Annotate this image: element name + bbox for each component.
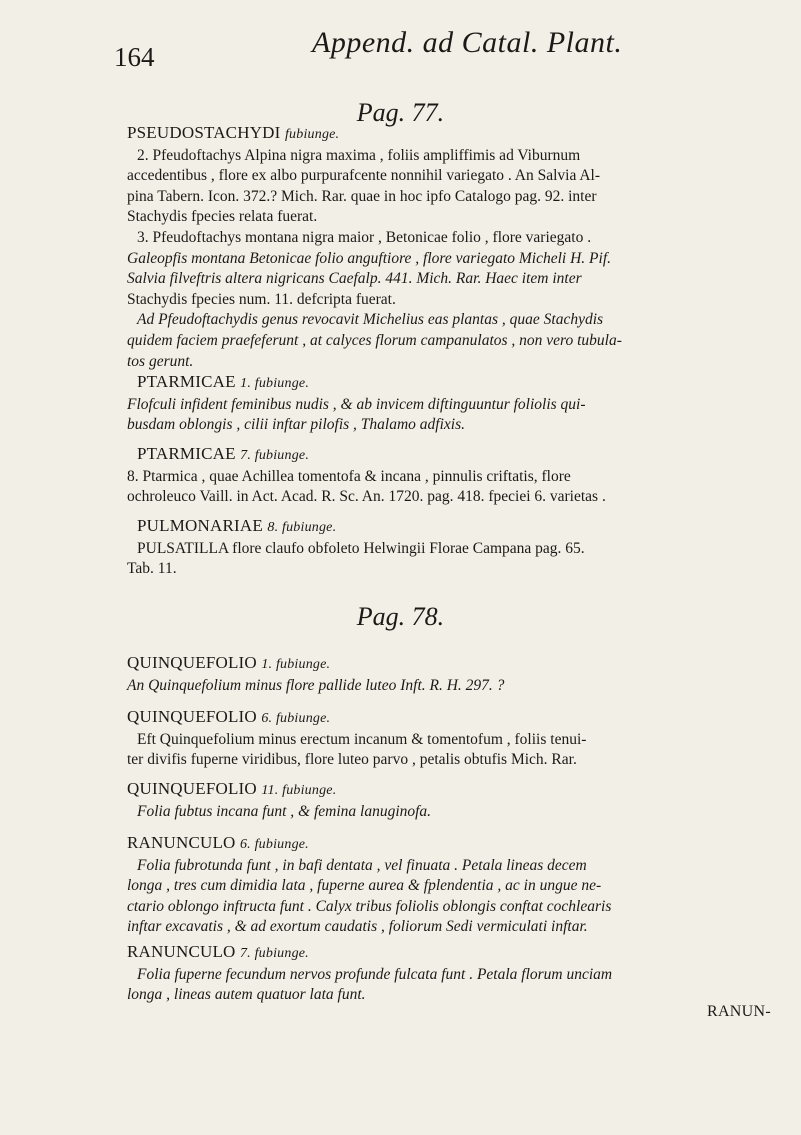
entry-line: longa , lineas autem quatuor lata funt. [127, 986, 366, 1004]
entry-heading-note: 7. fubiunge. [239, 946, 309, 961]
entry-line: Galeopfis montana Betonicae folio anguftiore , flore variegato Micheli H. Pif. [127, 249, 612, 267]
entry-line: pina Tabern. Icon. 372.? Mich. Rar. quae in hoc ipfo Catalogo pag. 92. inter [127, 187, 597, 205]
entry-heading: PULMONARIAE [137, 516, 263, 535]
catchword: RANUN- [706, 1003, 771, 1020]
entry-pseudostachydi [127, 123, 789, 372]
entry-ranunculo-7 [127, 942, 789, 1006]
entry-heading: QUINQUEFOLIO [127, 653, 257, 672]
entry-heading: PSEUDOSTACHYDI [127, 123, 281, 142]
entry-line: 3. Pfeudoftachys montana nigra maior , Betonicae folio , flore variegato . [137, 228, 592, 246]
entry-line: inftar excavatis , & ad exortum caudatis , foliorum Sedi vermiculati inftar. [127, 918, 588, 936]
entry-line: Folia fubtus incana funt , & femina lanuginofa. [137, 802, 432, 820]
entry-heading: QUINQUEFOLIO [127, 707, 257, 726]
entry-line: busdam oblongis , cilii inftar pilofis , Thalamo adfixis. [127, 416, 466, 434]
entry-line: 8. Ptarmica , quae Achillea tomentofa & incana , pinnulis criftatis, flore [127, 467, 571, 485]
entry-line: Stachydis fpecies relata fuerat. [127, 208, 318, 226]
entry-line: Stachydis fpecies num. 11. defcripta fuerat. [127, 290, 396, 308]
entry-pulmonariae [127, 516, 789, 580]
entry-line: Tab. 11. [127, 560, 177, 578]
entry-line: Salvia filveftris altera nigricans Caefalp. 441. Mich. Rar. Haec item inter [127, 270, 582, 288]
entry-line: Folia fuperne fecundum nervos profunde fulcata funt . Petala florum unciam [137, 965, 613, 983]
entry-line: tos gerunt. [127, 352, 194, 370]
entry-line: PULSATILLA flore claufo obfoleto Helwingii Florae Campana pag. 65. [137, 539, 585, 557]
page-header [0, 12, 801, 72]
entry-line: Ad Pfeudoftachydis genus revocavit Michelius eas plantas , quae Stachydis [137, 311, 604, 329]
entry-heading-note: 1. fubiunge. [261, 657, 331, 672]
entry-heading-note: 1. fubiunge. [240, 376, 310, 391]
section-heading-pag-78: Pag. 78. [356, 602, 445, 631]
entry-heading-note: 6. fubiunge. [261, 711, 331, 726]
entry-line: Folia fubrotunda funt , in bafi dentata , vel finuata . Petala lineas decem [137, 856, 587, 874]
entry-line: 2. Pfeudoftachys Alpina nigra maxima , foliis ampliffimis ad Viburnum [137, 146, 581, 164]
entry-heading: PTARMICAE [137, 372, 236, 391]
entry-ptarmicae-7 [127, 444, 789, 508]
entry-heading-note: 11. fubiunge. [261, 783, 337, 798]
entry-line: An Quinquefolium minus flore pallide luteo Inft. R. H. 297. ? [127, 676, 505, 694]
section-heading-pag-77: Pag. 77. [356, 98, 445, 127]
entry-heading-note: 8. fubiunge. [267, 520, 337, 535]
entry-ptarmicae-1 [127, 372, 789, 436]
entry-quinquefolio-1 [127, 653, 789, 696]
entry-line: Eft Quinquefolium minus erectum incanum & tomentofum , foliis tenui- [137, 730, 587, 748]
entry-quinquefolio-6 [127, 707, 789, 771]
entry-line: ctario oblongo inftructa funt . Calyx tribus foliolis oblongis conftat cochlearis [127, 897, 612, 915]
entry-line: quidem faciem praefeferunt , at calyces florum campanulatos , non vero tubula- [127, 331, 622, 349]
entry-heading: RANUNCULO [127, 833, 236, 852]
entry-heading: QUINQUEFOLIO [127, 779, 257, 798]
entry-heading-note: 6. fubiunge. [239, 837, 309, 852]
entry-quinquefolio-11 [127, 779, 789, 822]
entry-line: ochroleuco Vaill. in Act. Acad. R. Sc. An. 1720. pag. 418. fpeciei 6. varietas . [127, 488, 606, 506]
page-number: 164 [114, 42, 155, 72]
running-title: Append. ad Catal. Plant. [312, 26, 623, 59]
entry-line: Flofculi infident feminibus nudis , & ab invicem diftinguuntur foliolis qui- [127, 395, 586, 413]
entry-ranunculo-6 [127, 833, 789, 938]
entry-heading-note: fubiunge. [284, 127, 340, 142]
entry-heading-note: 7. fubiunge. [240, 448, 310, 463]
entry-line: accedentibus , flore ex albo purpurafcente nonnihil variegato . An Salvia Al- [127, 167, 601, 185]
entry-heading: PTARMICAE [137, 444, 236, 463]
entry-line: ter divifis fuperne viridibus, flore luteo parvo , petalis obtufis Mich. Rar. [127, 751, 577, 769]
entry-line: longa , tres cum dimidia lata , fuperne aurea & fplendentia , ac in ungue ne- [127, 877, 602, 895]
entry-heading: RANUNCULO [127, 942, 236, 961]
